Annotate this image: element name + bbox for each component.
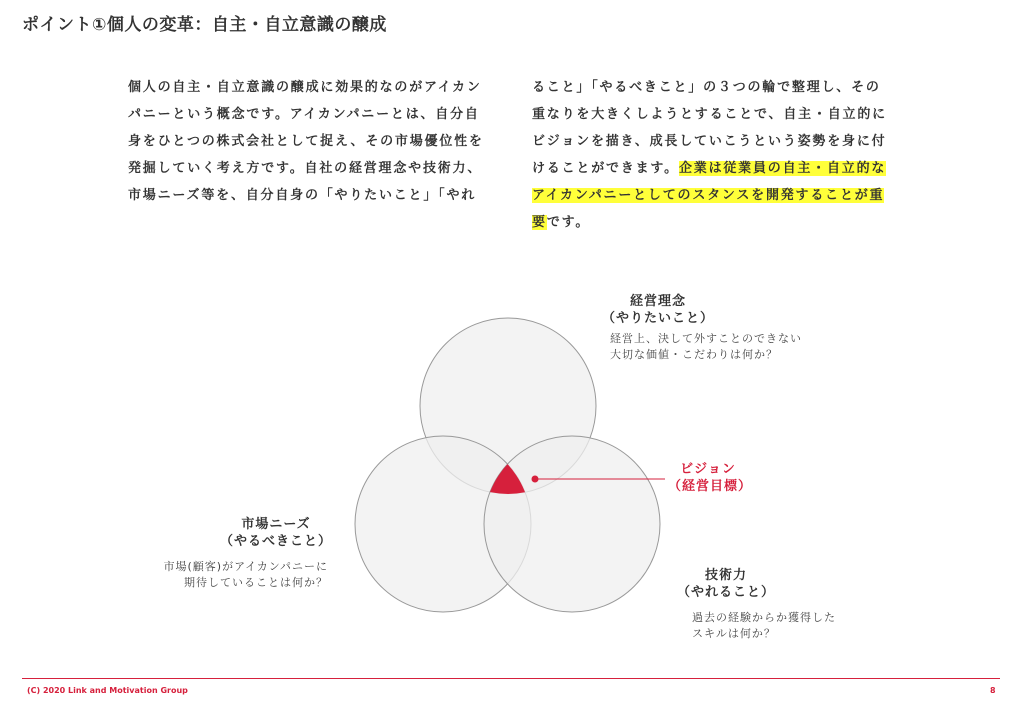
desc-line: 経営上、決して外すことのできない (610, 332, 802, 345)
label-subtitle: （やるべきこと） (219, 534, 332, 549)
highlighted-text: アイカンパニーとしてのスタンスを開発することが重 (532, 188, 885, 203)
label-technology (666, 567, 786, 601)
label-subtitle: （やりたいこと） (601, 311, 714, 326)
body-line: 重なりを大きくしようとすることで、自主・自立的に (532, 107, 887, 122)
body-line: パニーという概念です。アイカンパニーとは、自分自 (128, 107, 480, 122)
desc-technology (692, 610, 836, 642)
body-text-plain: けることができます。 (532, 161, 679, 176)
footer-divider (22, 678, 1000, 679)
label-subtitle: （経営目標） (668, 479, 753, 494)
body-line: 市場ニーズ等を、自分自身の「やりたいこと」「やれ (128, 188, 477, 203)
footer-copyright: (C) 2020 Link and Motivation Group (27, 686, 188, 695)
body-line: 発掘していく考え方です。自社の経営理念や技術力、 (128, 161, 483, 176)
desc-philosophy (610, 331, 802, 363)
body-line: ビジョンを描き、成長していこうという姿勢を身に付 (532, 134, 887, 149)
label-title: ビジョン (680, 462, 736, 477)
page-number: 8 (990, 686, 996, 695)
label-title: 技術力 (704, 568, 747, 583)
highlighted-text: 要 (532, 215, 547, 230)
label-vision (668, 461, 753, 495)
desc-market-needs (160, 559, 328, 591)
label-philosophy (598, 293, 718, 327)
desc-line: 市場(顧客)がアイカンパニーに (163, 560, 328, 573)
body-line: 個人の自主・自立意識の醸成に効果的なのがアイカン (128, 80, 482, 95)
page-title: ポイント①個人の変革：自主・自立意識の醸成 (22, 15, 387, 35)
label-market-needs (216, 516, 336, 550)
label-title: 経営理念 (629, 294, 686, 309)
body-line: ること」「やるべきこと」の３つの輪で整理し、その (532, 80, 881, 95)
desc-line: 期待していることは何か？ (184, 576, 328, 589)
desc-line: 過去の経験からか獲得した (692, 611, 836, 624)
desc-line: スキルは何か？ (692, 627, 776, 640)
vision-dot (532, 476, 539, 483)
highlighted-text: 企業は従業員の自主・自立的な (678, 161, 887, 176)
label-subtitle: （やれること） (676, 585, 775, 600)
body-line: 身をひとつの株式会社として捉え、その市場優位性を (128, 134, 484, 149)
circle-technology (484, 436, 660, 612)
label-title: 市場ニーズ (241, 517, 311, 532)
body-text-plain: です。 (546, 215, 591, 230)
desc-line: 大切な価値・こだわりは何か？ (610, 348, 778, 361)
